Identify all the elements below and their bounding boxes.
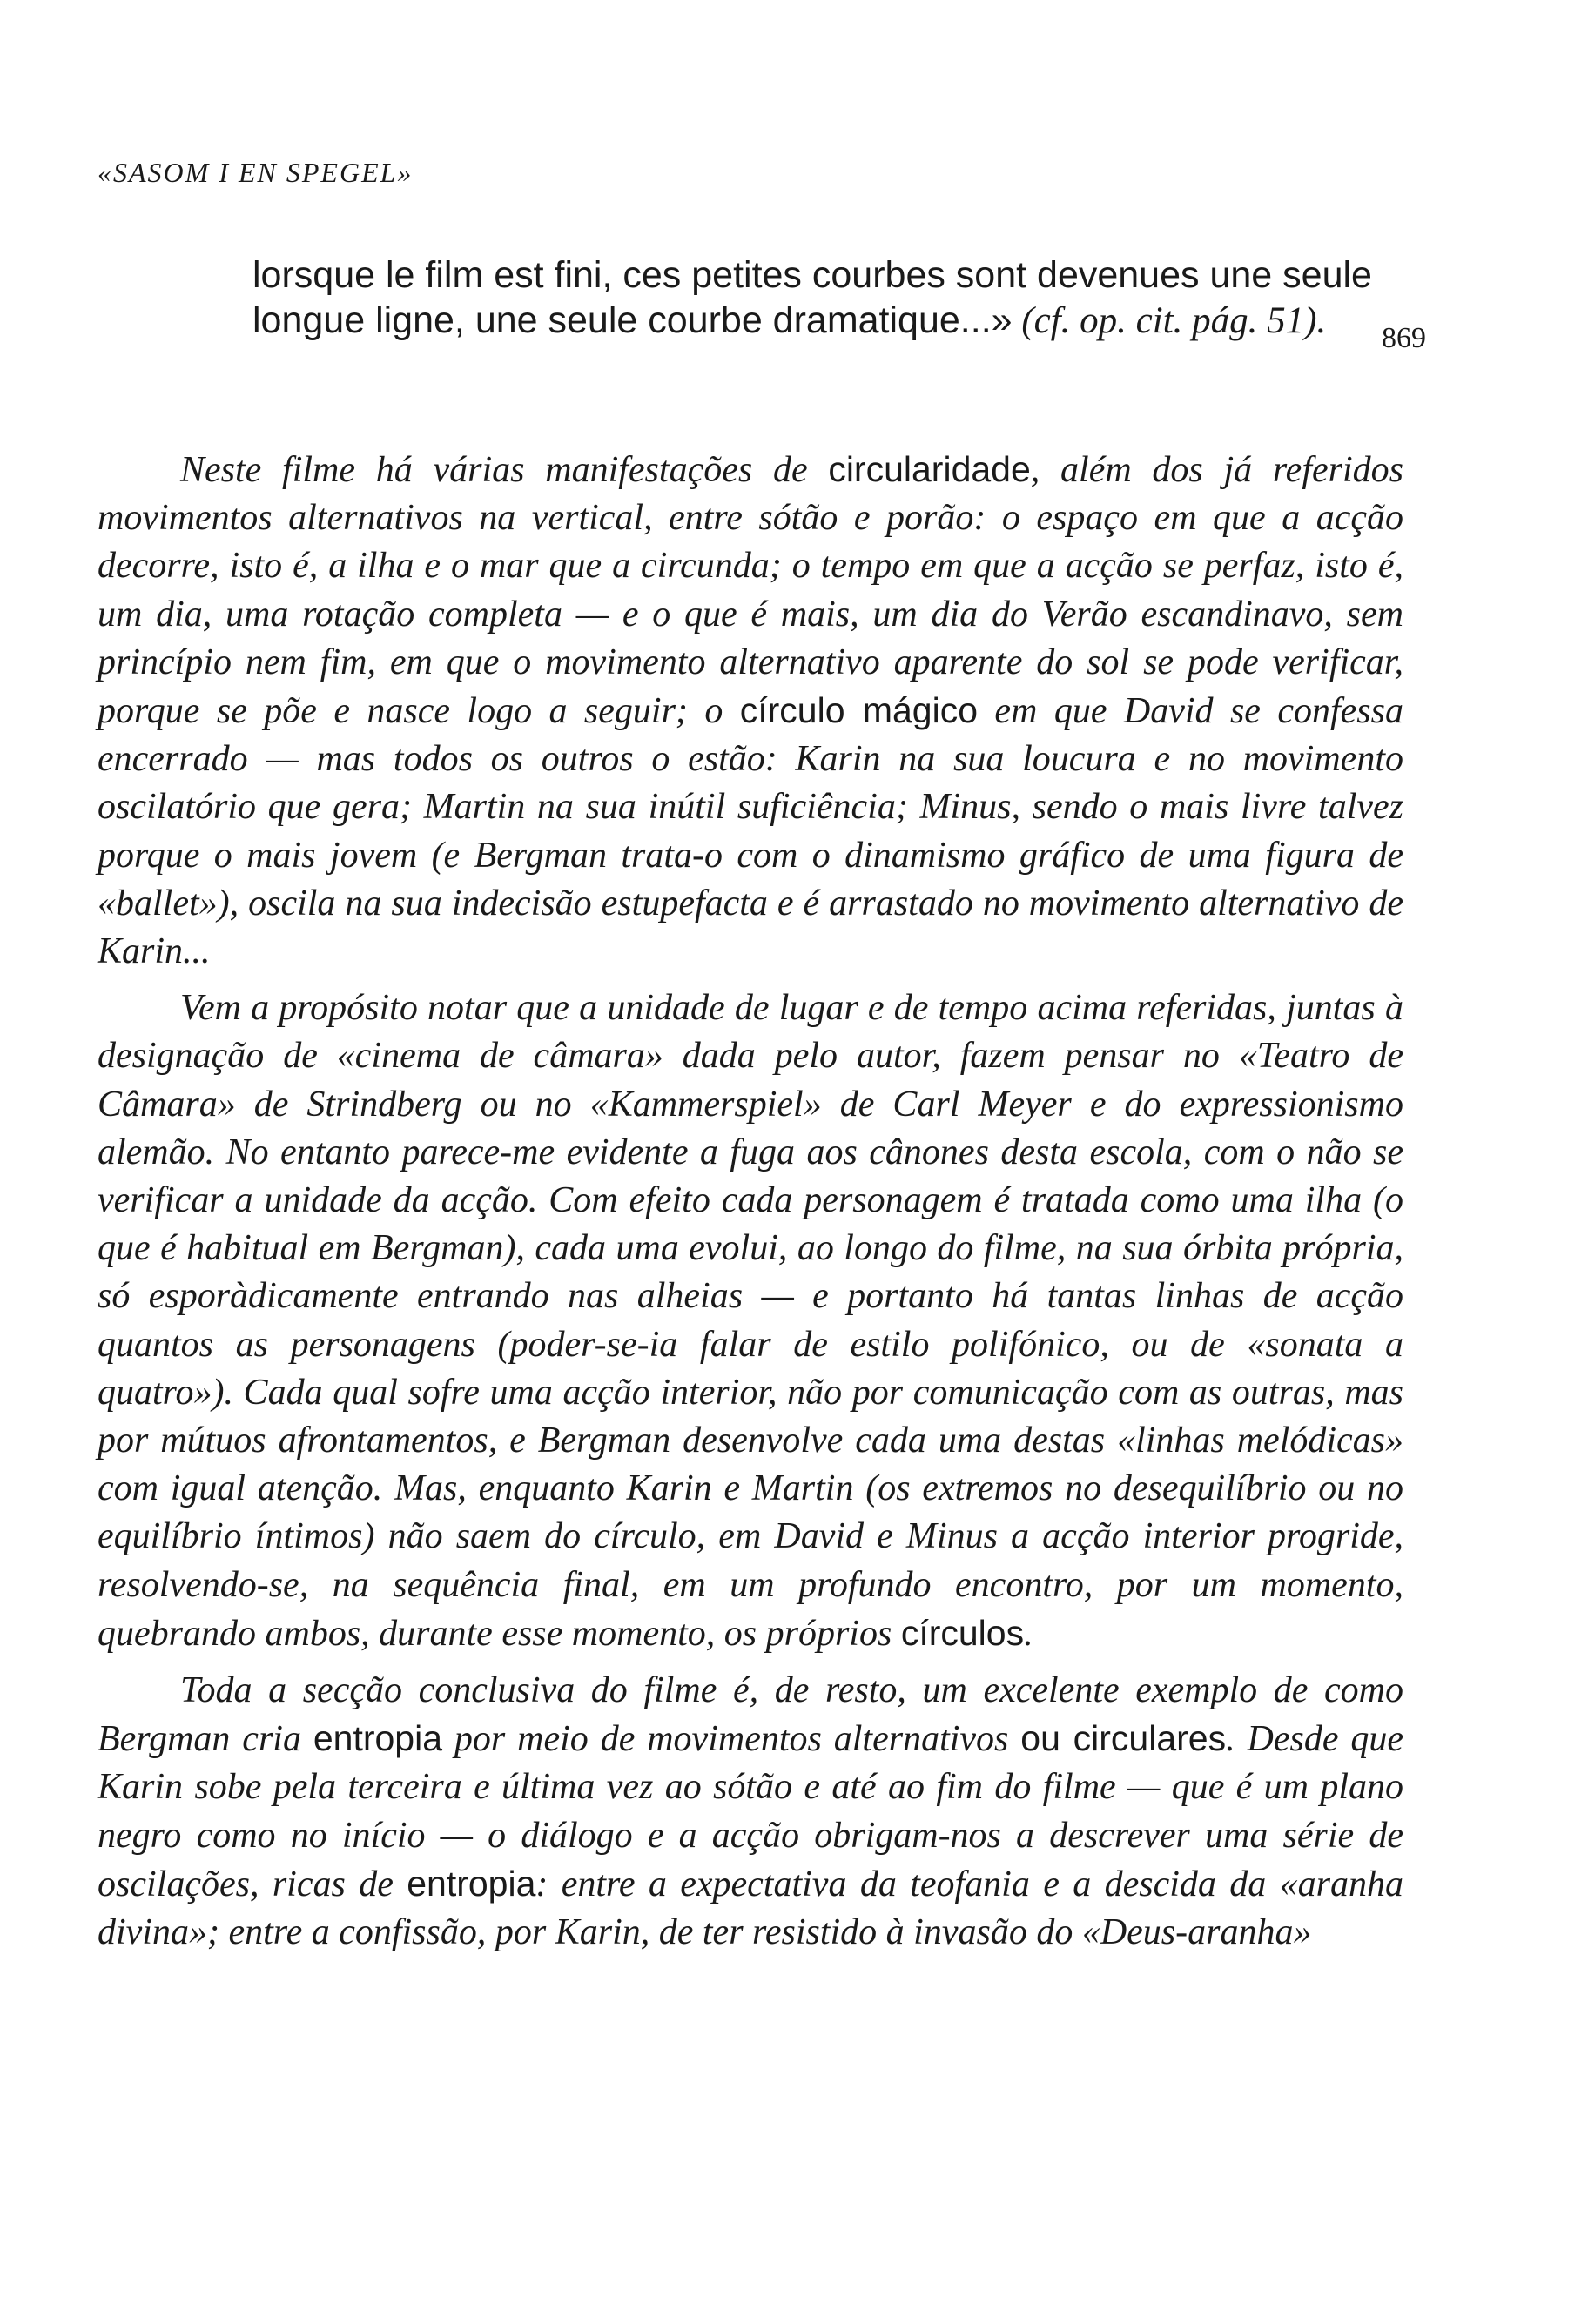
emphasis-run: circularidade: [828, 449, 1031, 489]
emphasis-run: entropia: [313, 1718, 443, 1759]
text-run: Toda a secção conclusiva do filme é, de resto, um excelente exemplo de como Bergman cria: [98, 1670, 1403, 1760]
text-run: Neste filme há várias manifestações de: [180, 450, 829, 490]
body-text: [98, 446, 1403, 1957]
running-head-title: «SASOM I EN SPEGEL»: [98, 157, 414, 188]
quotation-block: [252, 252, 1402, 344]
paragraph-1: [98, 446, 1403, 976]
text-run: por meio de movimentos alternativos: [442, 1719, 1021, 1760]
paragraph-3: [98, 1667, 1403, 1957]
paragraph-2: [98, 984, 1403, 1658]
text-run: em que David se confessa encerrado — mas todos os outros o estão: Karin na sua loucura e no movimento oscilatório que gera; Martin na sua inútil suficiência; Minus, sendo o mais livre talvez porque o mais jovem (e Bergman trata-o com o dinamismo gráfico de uma figura de «ballet»), oscila na sua indecisão estupefacta e é arrastado no movimento alternativo de Karin...: [98, 691, 1403, 972]
emphasis-run: ou circulares: [1020, 1718, 1227, 1759]
emphasis-run: círculos: [900, 1612, 1025, 1653]
text-run: Vem a propósito notar que a unidade de lugar e de tempo acima referidas, juntas à designação de «cinema de câmara» dada pelo autor, fazem pensar no «Teatro de Câmara» de Strindberg ou no «Kammerspiel» de Carl Meyer e do expressionismo alemão. No entanto parece-me evidente a fuga aos cânones desta escola, com o não se verificar a unidade da acção. Com efeito cada personagem é tratada como uma ilha (o que é habitual em Bergman), cada uma evolui, ao longo do filme, na sua órbita própria, só esporàdicamente entrando nas alheias — e portanto há tantas linhas de acção quantos as personagens (poder-se-ia falar de estilo polifónico, ou de «sonata a quatro»). Cada qual sofre uma acção interior, não por comunicação com as outras, mas por mútuos afrontamentos, e Bergman desenvolve cada uma destas «linhas melódicas» com igual atenção. Mas, enquanto Karin e Martin (os extremos no desequilíbrio ou no equilíbrio íntimos) não saem do círculo, em David e Minus a acção interior progride, resolvendo-se, na sequência final, em um profundo encontro, por um momento, quebrando ambos, durante esse momento, os próprios: [98, 988, 1403, 1654]
quotation-citation: (cf. op. cit. pág. 51).: [1012, 300, 1327, 341]
page-number: 869: [1382, 322, 1426, 354]
emphasis-run: círculo mágico: [739, 690, 979, 731]
emphasis-run: entropia: [407, 1863, 536, 1904]
text-run: .: [1024, 1613, 1033, 1654]
text-run: . Desde que Karin sobe pela terceira e última vez ao sótão e até ao fim do filme — que é um plano negro como no início — o diálogo e a acção obrigam-nos a descrever uma série de oscilações, ricas de: [98, 1719, 1403, 1904]
text-run: , além dos já referidos movimentos alternativos na vertical, entre sótão e porão: o espaço em que a acção decorre, isto é, a ilha e o mar que a circunda; o tempo em que a acção se perfaz, isto é, um dia, uma rotação completa — e o que é mais, um dia do Verão escandinavo, sem princípio nem fim, em que o movimento alternativo aparente do sol se pode verificar, porque se põe e nasce logo a seguir; o: [98, 450, 1403, 732]
text-run: : entre a expectativa da teofania e a descida da «aranha divina»; entre a confissão, por Karin, de ter resistido à invasão do «Deus-aranha»: [98, 1864, 1403, 1953]
quotation-text: lorsque le film est fini, ces petites courbes sont devenues une seule longue ligne, une seule courbe dramatique...»: [252, 254, 1372, 341]
